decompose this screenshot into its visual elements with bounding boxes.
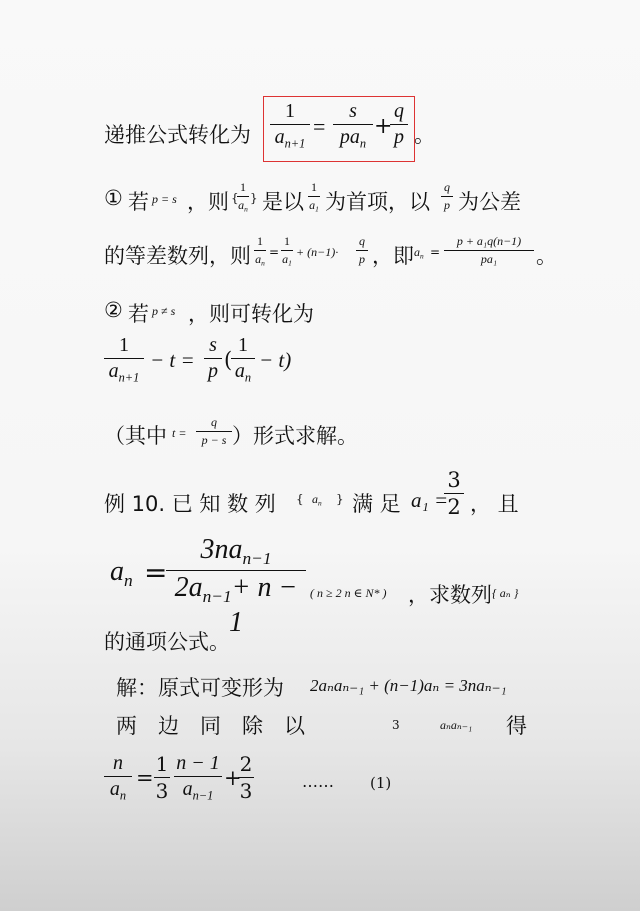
- fraction: s p: [204, 334, 222, 383]
- fraction: n − 1 $a_{n-1}$: [174, 752, 222, 803]
- fraction: 1 $a_n$: [238, 180, 248, 214]
- fraction: 1 $a_n$: [231, 334, 255, 385]
- fraction: q p − s: [196, 415, 232, 448]
- line-6: （其中 t = q p − s ）形式求解。: [104, 415, 358, 448]
- line-2: ① 若 p = s ，则 { 1 $a_n$ } 是以 1 $a_1$ 为首项，以 q p 为公差: [104, 180, 521, 214]
- seq: $a_n$: [312, 492, 322, 508]
- line-1: 递推公式转化为 1 $a_{n+1}$ = s $pa_n$ + q p 。: [104, 100, 435, 151]
- line-3: 的等差数列，则 1 $a_n$ = 1 $a_1$ + (n−1)· q p ，即 $a_n$ = p + a₁q(n−1) pa₁ 。: [104, 234, 557, 268]
- line-7: 例 10. 已 知 数 列 { $a_n$ } 满 足 a₁ = 3 2 ， 且: [104, 468, 519, 519]
- fraction: 1 3: [155, 752, 169, 803]
- fraction: 1 $a_{n+1}$: [104, 334, 144, 385]
- fraction: s $pa_n$: [333, 100, 373, 151]
- fraction: 1 $a_1$: [282, 234, 292, 268]
- line-11: 两 边 同 除 以 3 aₙaₙ₋₁ 得: [116, 714, 527, 738]
- line-9: 的通项公式。: [104, 630, 230, 654]
- fraction: q p: [390, 100, 408, 149]
- fraction: $3na_{n-1}$ $2a_{n-1}+ n - 1$: [166, 534, 306, 639]
- fraction: n $a_n$: [104, 752, 132, 803]
- fraction: 2 3: [239, 752, 253, 803]
- fraction: 1 $a_{n+1}$: [270, 100, 310, 151]
- fraction: 1 $a_1$: [309, 180, 319, 214]
- line-text: 递推公式转化为: [104, 123, 251, 147]
- line-4: ② 若 p ≠ s ，则可转化为: [104, 298, 314, 326]
- fraction: q p: [441, 180, 453, 213]
- line-5: 1 $a_{n+1}$ − t = s p ( 1 $a_n$ − t): [0, 334, 640, 394]
- lhs: $a_n$: [110, 556, 133, 591]
- line-12: n $a_n$ = 1 3 n − 1 $a_{n-1}$ + 2 3 …… (1): [0, 752, 640, 812]
- line-8: $a_n$ = $3na_{n-1}$ $2a_{n-1}+ n - 1$ ( n ≥ 2 n ∈ N* ) ，求数列 { aₙ }: [110, 534, 519, 639]
- fraction: 3 2: [444, 468, 464, 519]
- fraction: 1 $a_n$: [255, 234, 265, 268]
- an: $a_n$: [414, 245, 424, 261]
- line-10: 解：原式可变形为 2aₙaₙ₋₁ + (n−1)aₙ = 3naₙ₋₁: [116, 676, 507, 700]
- fraction: p + a₁q(n−1) pa₁: [444, 234, 534, 267]
- fraction: q p: [356, 234, 368, 267]
